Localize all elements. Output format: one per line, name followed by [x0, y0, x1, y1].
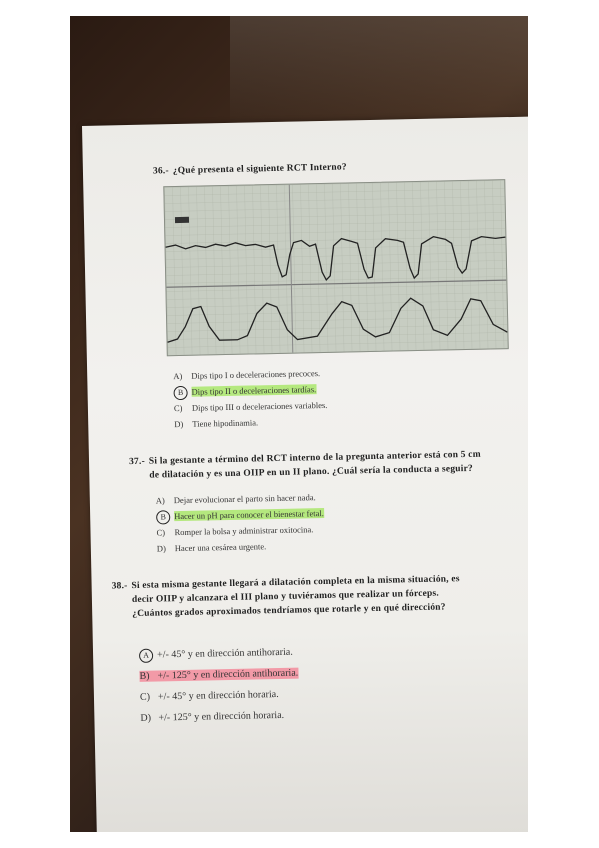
- option-text: Dips tipo I o deceleraciones precoces.: [191, 368, 321, 381]
- option-text: +/- 45° y en dirección antihoraria.: [156, 646, 293, 661]
- option-letter: D): [140, 712, 152, 724]
- question-number: 37.-: [128, 456, 145, 468]
- option-letter: C): [156, 527, 166, 538]
- question-text: ¿Qué presenta el siguiente RCT Interno?: [172, 162, 347, 177]
- question-38-options: [139, 642, 299, 729]
- option-letter: C): [173, 402, 183, 414]
- option-text: Hacer una cesárea urgente.: [174, 541, 267, 554]
- option-letter: A): [173, 370, 183, 382]
- question-text-line: de dilatación y es una OIIP en un II plano. ¿Cuál sería la conducta a seguir?: [149, 463, 474, 481]
- answer-circle-mark: B: [173, 386, 187, 400]
- question-36-title: [153, 160, 347, 178]
- option-36-d[interactable]: [174, 413, 328, 432]
- question-37-options: [156, 489, 325, 556]
- option-text: Dips tipo II o deceleraciones tardías.: [191, 384, 317, 397]
- option-37-d[interactable]: [157, 537, 325, 557]
- answer-circle-mark: B: [156, 510, 170, 524]
- answer-circle-mark: A: [139, 649, 153, 663]
- question-text-line: Si la gestante a término del RCT interno de la pregunta anterior está con 5 cm: [148, 449, 481, 467]
- option-text: Romper la bolsa y administrar oxitocina.: [174, 524, 314, 538]
- option-text-highlighted: [174, 508, 324, 521]
- option-text-highlighted: [139, 668, 298, 682]
- ctg-trace-graphic: [164, 180, 507, 355]
- question-number: 36.-: [152, 166, 169, 177]
- question-text-line: ¿Cuántos grados aproximados tendríamos que rotarle y en qué dirección?: [132, 602, 446, 620]
- question-text-line: Si esta misma gestante llegará a dilatación completa en la misma situación, es: [131, 574, 460, 592]
- question-38-title: [112, 572, 461, 621]
- exam-page: [82, 116, 528, 832]
- question-36-options: [173, 365, 328, 432]
- option-text-highlighted: [191, 384, 316, 397]
- question-37-title: [129, 448, 481, 483]
- option-letter: A): [155, 495, 165, 506]
- option-text: Tiene hipodinamia.: [192, 417, 259, 429]
- option-text: Dejar evolucionar el parto sin hacer nada.: [173, 492, 316, 506]
- option-38-d[interactable]: [140, 705, 299, 729]
- table-surface: [230, 16, 528, 126]
- option-letter: B): [139, 670, 150, 682]
- option-text: +/- 125° y en dirección horaria.: [158, 709, 285, 724]
- option-text: +/- 45° y en dirección horaria.: [157, 689, 279, 703]
- ctg-trace-image: [163, 179, 508, 356]
- option-text: +/- 125° y en dirección antihoraria.: [157, 667, 299, 682]
- option-text: Hacer un pH para conocer el bienestar fetal.: [174, 508, 324, 522]
- option-text: Dips tipo III o deceleraciones variables.: [191, 399, 328, 413]
- question-text-line: decir OIIP y alcanzara el III plano y tuviéramos que realizar un fórceps.: [131, 588, 440, 606]
- option-letter: D): [174, 418, 184, 430]
- option-letter: D): [156, 543, 166, 554]
- option-letter: C): [139, 691, 151, 703]
- photo-frame: [70, 16, 528, 832]
- question-number: 38.-: [111, 581, 128, 592]
